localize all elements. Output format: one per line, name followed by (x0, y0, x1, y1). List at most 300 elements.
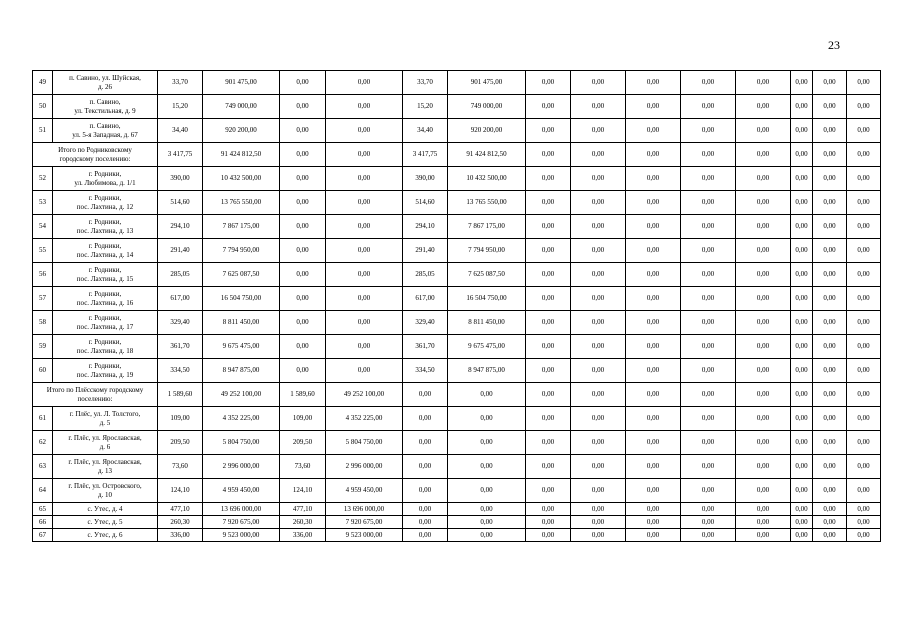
value-cell: 73,60 (158, 455, 203, 479)
value-cell: 0,00 (847, 191, 881, 215)
value-cell: 514,60 (403, 191, 448, 215)
value-cell: 0,00 (791, 479, 813, 503)
value-cell: 0,00 (681, 431, 736, 455)
address-line: д. 13 (97, 466, 113, 475)
value-cell: 0,00 (571, 239, 626, 263)
value-cell: 329,40 (158, 311, 203, 335)
value-cell: 0,00 (448, 479, 526, 503)
value-cell: 0,00 (791, 335, 813, 359)
address-line: г. Плёс, ул. Островского, (68, 482, 142, 490)
value-cell: 0,00 (626, 407, 681, 431)
value-cell: 13 765 550,00 (448, 191, 526, 215)
value-cell: 0,00 (448, 383, 526, 407)
value-cell: 0,00 (847, 455, 881, 479)
value-cell: 0,00 (791, 529, 813, 542)
value-cell: 0,00 (813, 287, 847, 311)
value-cell: 0,00 (526, 95, 571, 119)
address-line: д. 26 (97, 82, 113, 91)
value-cell: 0,00 (736, 311, 791, 335)
table-row (33, 287, 881, 311)
value-cell: 0,00 (326, 95, 403, 119)
subtotal-row (33, 383, 881, 407)
value-cell: 0,00 (280, 143, 326, 167)
value-cell: 0,00 (626, 239, 681, 263)
value-cell: 0,00 (813, 95, 847, 119)
address-cell (53, 311, 158, 335)
address-line: г. Родники, (88, 338, 122, 346)
value-cell: 0,00 (791, 215, 813, 239)
value-cell: 901 475,00 (203, 71, 280, 95)
value-cell: 0,00 (847, 529, 881, 542)
value-cell: 0,00 (681, 95, 736, 119)
value-cell: 0,00 (736, 287, 791, 311)
address-line: г. Родники, (88, 242, 122, 250)
value-cell: 0,00 (736, 191, 791, 215)
value-cell: 0,00 (571, 529, 626, 542)
value-cell: 294,10 (403, 215, 448, 239)
table-row (33, 359, 881, 383)
value-cell: 0,00 (681, 529, 736, 542)
table-row (33, 71, 881, 95)
value-cell: 0,00 (813, 529, 847, 542)
value-cell: 0,00 (526, 529, 571, 542)
value-cell: 0,00 (626, 383, 681, 407)
value-cell: 0,00 (326, 335, 403, 359)
value-cell: 0,00 (526, 263, 571, 287)
value-cell: 0,00 (626, 455, 681, 479)
address-line: с. Утес, д. 5 (87, 517, 123, 526)
value-cell: 0,00 (571, 431, 626, 455)
value-cell: 0,00 (626, 191, 681, 215)
table-row (33, 479, 881, 503)
value-cell: 7 625 087,50 (448, 263, 526, 287)
table-row (33, 215, 881, 239)
address-line: пос. Лахтина, д. 14 (76, 250, 134, 259)
value-cell: 0,00 (791, 503, 813, 516)
value-cell: 0,00 (626, 119, 681, 143)
value-cell: 0,00 (626, 263, 681, 287)
value-cell: 0,00 (326, 167, 403, 191)
address-line: г. Родники, (88, 218, 122, 226)
address-cell (53, 71, 158, 95)
value-cell: 0,00 (681, 479, 736, 503)
value-cell: 0,00 (626, 95, 681, 119)
value-cell: 0,00 (813, 383, 847, 407)
value-cell: 0,00 (791, 383, 813, 407)
value-cell: 0,00 (847, 311, 881, 335)
value-cell: 0,00 (736, 516, 791, 529)
row-number: 50 (33, 95, 53, 119)
value-cell: 0,00 (736, 383, 791, 407)
address-cell (53, 263, 158, 287)
value-cell: 0,00 (791, 455, 813, 479)
value-cell: 0,00 (847, 431, 881, 455)
value-cell: 0,00 (681, 239, 736, 263)
value-cell: 294,10 (158, 215, 203, 239)
value-cell: 0,00 (813, 431, 847, 455)
value-cell: 5 804 750,00 (203, 431, 280, 455)
value-cell: 0,00 (448, 516, 526, 529)
value-cell: 0,00 (813, 143, 847, 167)
address-line: г. Родники, (88, 170, 122, 178)
value-cell: 10 432 500,00 (448, 167, 526, 191)
value-cell: 33,70 (158, 71, 203, 95)
value-cell: 0,00 (681, 516, 736, 529)
value-cell: 291,40 (403, 239, 448, 263)
value-cell: 0,00 (280, 335, 326, 359)
value-cell: 0,00 (526, 383, 571, 407)
value-cell: 390,00 (158, 167, 203, 191)
value-cell: 0,00 (813, 311, 847, 335)
address-line: г. Плёс, ул. Л. Толстого, (69, 410, 141, 418)
value-cell: 329,40 (403, 311, 448, 335)
page-number: 23 (828, 38, 840, 52)
value-cell: 16 504 750,00 (448, 287, 526, 311)
value-cell: 0,00 (626, 311, 681, 335)
value-cell: 0,00 (571, 479, 626, 503)
value-cell: 0,00 (736, 431, 791, 455)
value-cell: 0,00 (571, 407, 626, 431)
value-cell: 0,00 (626, 215, 681, 239)
value-cell: 0,00 (813, 263, 847, 287)
value-cell: 0,00 (681, 287, 736, 311)
value-cell: 13 765 550,00 (203, 191, 280, 215)
value-cell: 0,00 (681, 311, 736, 335)
value-cell: 0,00 (526, 191, 571, 215)
value-cell: 0,00 (791, 516, 813, 529)
value-cell: 0,00 (736, 263, 791, 287)
value-cell: 0,00 (813, 503, 847, 516)
value-cell: 9 675 475,00 (203, 335, 280, 359)
subtotal-label-line: Итого по Плёсскому городскому (46, 386, 144, 394)
value-cell: 9 523 000,00 (326, 529, 403, 542)
value-cell: 0,00 (626, 516, 681, 529)
address-line: г. Родники, (88, 290, 122, 298)
table-row (33, 311, 881, 335)
value-cell: 0,00 (736, 455, 791, 479)
value-cell: 0,00 (681, 383, 736, 407)
row-number: 58 (33, 311, 53, 335)
value-cell: 0,00 (526, 479, 571, 503)
value-cell: 0,00 (326, 287, 403, 311)
table-row (33, 263, 881, 287)
value-cell: 0,00 (448, 455, 526, 479)
value-cell: 0,00 (681, 407, 736, 431)
value-cell: 0,00 (626, 167, 681, 191)
value-cell: 0,00 (571, 455, 626, 479)
value-cell: 13 696 000,00 (326, 503, 403, 516)
value-cell: 7 625 087,50 (203, 263, 280, 287)
table-row (33, 167, 881, 191)
address-cell (53, 455, 158, 479)
value-cell: 0,00 (736, 335, 791, 359)
value-cell: 0,00 (280, 167, 326, 191)
value-cell: 514,60 (158, 191, 203, 215)
value-cell: 49 252 100,00 (326, 383, 403, 407)
value-cell: 0,00 (791, 407, 813, 431)
table-row (33, 407, 881, 431)
value-cell: 477,10 (158, 503, 203, 516)
row-number: 55 (33, 239, 53, 263)
value-cell: 1 589,60 (280, 383, 326, 407)
value-cell: 0,00 (280, 359, 326, 383)
value-cell: 361,70 (403, 335, 448, 359)
address-cell (53, 431, 158, 455)
value-cell: 334,50 (158, 359, 203, 383)
value-cell: 0,00 (847, 407, 881, 431)
value-cell: 0,00 (571, 503, 626, 516)
value-cell: 0,00 (526, 516, 571, 529)
value-cell: 7 867 175,00 (448, 215, 526, 239)
value-cell: 4 352 225,00 (326, 407, 403, 431)
value-cell: 0,00 (736, 479, 791, 503)
value-cell: 617,00 (403, 287, 448, 311)
value-cell: 0,00 (626, 71, 681, 95)
value-cell: 0,00 (813, 335, 847, 359)
value-cell: 0,00 (280, 191, 326, 215)
value-cell: 0,00 (526, 455, 571, 479)
address-line: пос. Лахтина, д. 19 (76, 370, 134, 379)
value-cell: 336,00 (280, 529, 326, 542)
value-cell: 0,00 (448, 503, 526, 516)
value-cell: 91 424 812,50 (203, 143, 280, 167)
value-cell: 8 811 450,00 (448, 311, 526, 335)
value-cell: 0,00 (681, 359, 736, 383)
value-cell: 336,00 (158, 529, 203, 542)
value-cell: 10 432 500,00 (203, 167, 280, 191)
value-cell: 0,00 (847, 503, 881, 516)
value-cell: 0,00 (571, 119, 626, 143)
table-row (33, 191, 881, 215)
value-cell: 2 996 000,00 (203, 455, 280, 479)
value-cell: 0,00 (526, 311, 571, 335)
value-cell: 7 920 675,00 (326, 516, 403, 529)
value-cell: 15,20 (158, 95, 203, 119)
value-cell: 3 417,75 (158, 143, 203, 167)
value-cell: 0,00 (791, 287, 813, 311)
value-cell: 0,00 (813, 215, 847, 239)
value-cell: 0,00 (813, 119, 847, 143)
table-body (33, 71, 881, 542)
value-cell: 0,00 (448, 529, 526, 542)
value-cell: 0,00 (847, 335, 881, 359)
value-cell: 0,00 (736, 407, 791, 431)
value-cell: 0,00 (526, 167, 571, 191)
table-row (33, 335, 881, 359)
value-cell: 2 996 000,00 (326, 455, 403, 479)
value-cell: 0,00 (526, 359, 571, 383)
value-cell: 0,00 (571, 516, 626, 529)
value-cell: 0,00 (736, 71, 791, 95)
value-cell: 0,00 (526, 143, 571, 167)
row-number: 54 (33, 215, 53, 239)
value-cell: 0,00 (571, 191, 626, 215)
value-cell: 0,00 (681, 143, 736, 167)
value-cell: 0,00 (526, 287, 571, 311)
value-cell: 749 000,00 (203, 95, 280, 119)
value-cell: 0,00 (403, 503, 448, 516)
row-number: 49 (33, 71, 53, 95)
data-table (32, 70, 881, 542)
address-cell (53, 529, 158, 542)
value-cell: 7 920 675,00 (203, 516, 280, 529)
address-line: г. Родники, (88, 266, 122, 274)
address-line: пос. Лахтина, д. 18 (76, 346, 134, 355)
address-line: пос. Лахтина, д. 16 (76, 298, 134, 307)
value-cell: 0,00 (326, 119, 403, 143)
value-cell: 0,00 (847, 239, 881, 263)
value-cell: 0,00 (280, 71, 326, 95)
value-cell: 0,00 (326, 143, 403, 167)
address-line: г. Плёс, ул. Ярославская, (68, 458, 142, 466)
address-line: с. Утес, д. 4 (87, 504, 123, 513)
value-cell: 0,00 (681, 455, 736, 479)
address-line: пос. Лахтина, д. 17 (76, 322, 134, 331)
table-row (33, 95, 881, 119)
value-cell: 0,00 (571, 287, 626, 311)
value-cell: 0,00 (791, 71, 813, 95)
address-line: д. 6 (99, 442, 111, 451)
value-cell: 0,00 (791, 167, 813, 191)
value-cell: 8 947 875,00 (203, 359, 280, 383)
value-cell: 34,40 (403, 119, 448, 143)
value-cell: 0,00 (326, 215, 403, 239)
address-cell (53, 516, 158, 529)
row-number: 59 (33, 335, 53, 359)
value-cell: 0,00 (791, 119, 813, 143)
value-cell: 0,00 (626, 503, 681, 516)
value-cell: 124,10 (158, 479, 203, 503)
value-cell: 0,00 (280, 239, 326, 263)
value-cell: 0,00 (526, 215, 571, 239)
address-line: пос. Лахтина, д. 12 (76, 202, 134, 211)
table-row (33, 119, 881, 143)
value-cell: 0,00 (448, 407, 526, 431)
value-cell: 0,00 (847, 95, 881, 119)
value-cell: 0,00 (626, 287, 681, 311)
value-cell: 0,00 (326, 263, 403, 287)
address-cell (53, 215, 158, 239)
value-cell: 0,00 (626, 143, 681, 167)
value-cell: 0,00 (791, 311, 813, 335)
value-cell: 0,00 (326, 71, 403, 95)
value-cell: 109,00 (158, 407, 203, 431)
value-cell: 0,00 (280, 95, 326, 119)
subtotal-label-line: поселению: (77, 394, 113, 403)
value-cell: 0,00 (681, 215, 736, 239)
address-line: г. Родники, (88, 194, 122, 202)
value-cell: 0,00 (571, 335, 626, 359)
value-cell: 209,50 (280, 431, 326, 455)
value-cell: 0,00 (791, 239, 813, 263)
address-line: д. 10 (97, 490, 113, 499)
address-line: п. Савино, (89, 122, 121, 130)
value-cell: 0,00 (847, 215, 881, 239)
value-cell: 0,00 (626, 359, 681, 383)
value-cell: 0,00 (681, 191, 736, 215)
table-row (33, 431, 881, 455)
value-cell: 0,00 (847, 71, 881, 95)
address-line: пос. Лахтина, д. 15 (76, 274, 134, 283)
value-cell: 361,70 (158, 335, 203, 359)
value-cell: 7 794 950,00 (448, 239, 526, 263)
value-cell: 5 804 750,00 (326, 431, 403, 455)
value-cell: 0,00 (526, 503, 571, 516)
value-cell: 0,00 (736, 95, 791, 119)
value-cell: 0,00 (736, 503, 791, 516)
value-cell: 617,00 (158, 287, 203, 311)
value-cell: 0,00 (791, 143, 813, 167)
value-cell: 0,00 (571, 143, 626, 167)
value-cell: 0,00 (448, 431, 526, 455)
value-cell: 0,00 (847, 167, 881, 191)
address-line: ул. Любимова, д. 1/1 (74, 178, 136, 187)
address-cell (53, 95, 158, 119)
value-cell: 0,00 (626, 529, 681, 542)
value-cell: 0,00 (403, 455, 448, 479)
value-cell: 0,00 (736, 119, 791, 143)
value-cell: 91 424 812,50 (448, 143, 526, 167)
value-cell: 0,00 (813, 479, 847, 503)
value-cell: 291,40 (158, 239, 203, 263)
value-cell: 0,00 (847, 287, 881, 311)
value-cell: 0,00 (847, 383, 881, 407)
value-cell: 0,00 (813, 516, 847, 529)
value-cell: 0,00 (626, 335, 681, 359)
value-cell: 0,00 (847, 359, 881, 383)
address-line: д. 5 (99, 418, 111, 427)
value-cell: 0,00 (571, 71, 626, 95)
row-number: 52 (33, 167, 53, 191)
value-cell: 0,00 (526, 239, 571, 263)
address-cell (53, 191, 158, 215)
value-cell: 0,00 (736, 529, 791, 542)
value-cell: 260,30 (158, 516, 203, 529)
value-cell: 0,00 (280, 287, 326, 311)
value-cell: 0,00 (681, 263, 736, 287)
address-cell (53, 167, 158, 191)
row-number: 57 (33, 287, 53, 311)
row-number: 60 (33, 359, 53, 383)
subtotal-label (33, 383, 158, 407)
address-line: ул. 5-я Западная, д. 67 (72, 130, 138, 139)
value-cell: 0,00 (847, 119, 881, 143)
value-cell: 8 947 875,00 (448, 359, 526, 383)
table-row (33, 455, 881, 479)
value-cell: 0,00 (280, 311, 326, 335)
row-number: 66 (33, 516, 53, 529)
value-cell: 16 504 750,00 (203, 287, 280, 311)
address-cell (53, 239, 158, 263)
value-cell: 49 252 100,00 (203, 383, 280, 407)
table-row (33, 529, 881, 542)
value-cell: 0,00 (280, 119, 326, 143)
subtotal-label-line: Итого по Родниковскому (58, 146, 132, 154)
value-cell: 285,05 (403, 263, 448, 287)
address-line: пос. Лахтина, д. 13 (76, 226, 134, 235)
address-cell (53, 335, 158, 359)
value-cell: 0,00 (326, 239, 403, 263)
value-cell: 0,00 (526, 407, 571, 431)
value-cell: 0,00 (280, 215, 326, 239)
value-cell: 9 523 000,00 (203, 529, 280, 542)
value-cell: 0,00 (571, 167, 626, 191)
value-cell: 749 000,00 (448, 95, 526, 119)
value-cell: 0,00 (847, 143, 881, 167)
value-cell: 0,00 (813, 407, 847, 431)
value-cell: 109,00 (280, 407, 326, 431)
value-cell: 390,00 (403, 167, 448, 191)
